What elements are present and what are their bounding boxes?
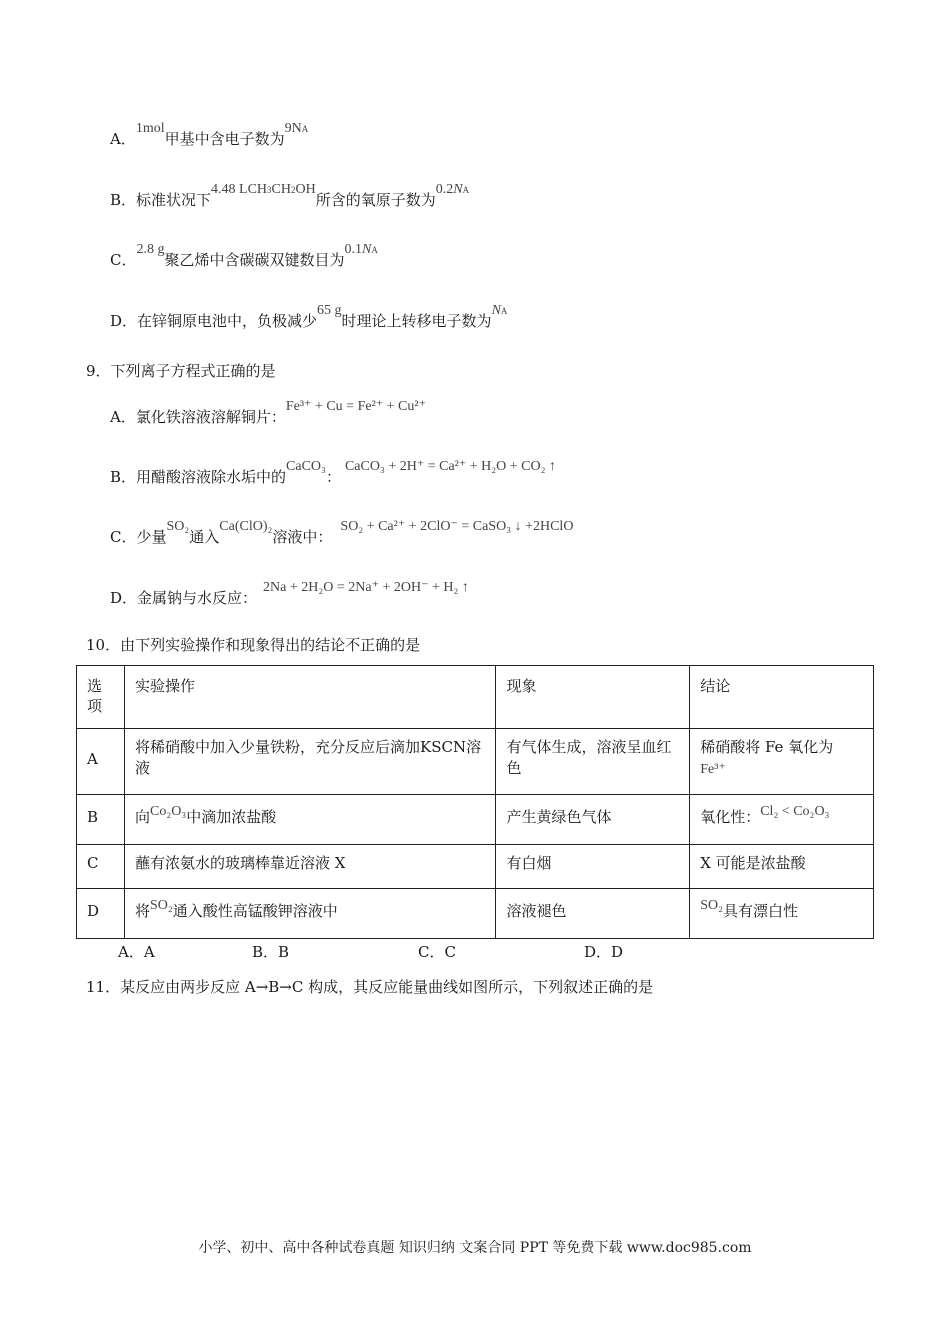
formula: 4.48 LCH3CH2OH [211,182,316,197]
option-cell: D [77,889,125,939]
option-text: 聚乙烯中含碳碳双键数目为 [164,251,345,269]
formula: CaCO₃ [286,459,326,474]
question-number: 9． [86,362,111,380]
formula: 9NA [284,121,309,136]
operation-cell: 将SO₂通入酸性高锰酸钾溶液中 [124,889,495,939]
formula: 0.1NA [344,242,378,257]
formula: SO₂ [166,519,190,534]
option-label: B． [110,468,137,486]
option-text: 甲基中含电子数为 [164,130,285,148]
q9-option-d [110,580,469,608]
table-row [77,845,874,889]
question-11-stem [86,976,653,997]
option-label: A． [110,130,136,148]
formula: 65 g [317,303,342,318]
phenomenon-cell: 有白烟 [496,845,690,889]
option-label: C． [110,528,137,546]
equation: Fe³⁺ + Cu = Fe²⁺ + Cu²⁺ [285,399,426,414]
q8-option-b [110,182,470,210]
phenomenon-cell: 有气体生成，溶液呈血红色 [496,729,690,795]
answer-option: D．D [584,943,624,961]
formula: NA [491,303,508,318]
page-footer: 小学、初中、高中各种试卷真题 知识归纳 文案合同 PPT 等免费下载 www.doc985.com [198,1240,752,1256]
table-row [77,889,874,939]
table-row [77,729,874,795]
question-text: 由下列实验操作和现象得出的结论不正确的是 [120,636,421,654]
q8-option-d [110,303,508,331]
option-label: D． [110,312,138,330]
q9-option-c [110,519,574,547]
table-row [77,795,874,845]
option-text: 所含的氧原子数为 [315,191,436,209]
table-header-row [77,666,874,729]
formula: 1mol [135,121,165,136]
colon: ： [325,468,341,486]
equation: 2Na + 2H₂O = 2Na⁺ + 2OH⁻ + H₂ ↑ [263,580,469,595]
option-text: 氯化铁溶液溶解铜片： [135,408,286,426]
conclusion-cell: X 可能是浓盐酸 [690,845,874,889]
answer-option: C．C [418,943,456,961]
option-label: A． [110,408,136,426]
operation-cell: 向Co₂O₃中滴加浓盐酸 [124,795,495,845]
option-cell: A [77,729,125,795]
question-number: 11． [86,978,121,996]
q8-option-a [110,121,309,149]
answer-option: B．B [252,943,290,961]
option-label: D． [110,589,138,607]
operation-cell: 蘸有浓氨水的玻璃棒靠近溶液 X [124,845,495,889]
operation-cell: 将稀硝酸中加入少量铁粉，充分反应后滴加KSCN溶液 [124,729,495,795]
option-text: 少量 [136,528,167,546]
header-cell: 选项 [77,666,125,729]
option-text: 在锌铜原电池中，负极减少 [137,312,318,330]
question-text: 下列离子方程式正确的是 [110,362,276,380]
conclusion-cell: 稀硝酸将 Fe 氧化为 Fe³⁺ [690,729,874,795]
equation: CaCO₃ + 2H⁺ = Ca²⁺ + H₂O + CO₂ ↑ [344,459,556,474]
question-text: 某反应由两步反应 A→B→C 构成，其反应能量曲线如图所示，下列叙述正确的是 [120,978,654,996]
experiment-table [76,665,874,939]
question-number: 10． [86,636,121,654]
option-cell: B [77,795,125,845]
header-cell: 实验操作 [124,666,495,729]
header-cell: 现象 [496,666,690,729]
q9-option-a [110,399,426,427]
answer-option: A．A [118,943,155,961]
conclusion-cell: 氧化性：Cl₂ < Co₂O₃ [690,795,874,845]
q8-option-c [110,242,378,270]
q9-option-b [110,459,556,487]
option-text: 时理论上转移电子数为 [341,312,492,330]
option-text: 用醋酸溶液除水垢中的 [136,468,287,486]
option-text: 金属钠与水反应： [137,589,258,607]
option-label: C． [110,251,137,269]
option-text: 通入 [189,528,220,546]
option-text: 溶液中： [272,528,333,546]
formula: Ca(ClO)₂ [219,519,273,534]
phenomenon-cell: 溶液褪色 [496,889,690,939]
header-cell: 结论 [690,666,874,729]
phenomenon-cell: 产生黄绿色气体 [496,795,690,845]
question-10-stem [86,634,420,655]
conclusion-cell: SO₂具有漂白性 [690,889,874,939]
option-label: B． [110,191,137,209]
equation: SO₂ + Ca²⁺ + 2ClO⁻ = CaSO₃ ↓ +2HClO [340,519,574,534]
formula: 0.2NA [435,182,470,197]
option-text: 标准状况下 [136,191,212,209]
question-9-stem [86,360,276,381]
formula: 2.8 g [136,242,165,257]
option-cell: C [77,845,125,889]
